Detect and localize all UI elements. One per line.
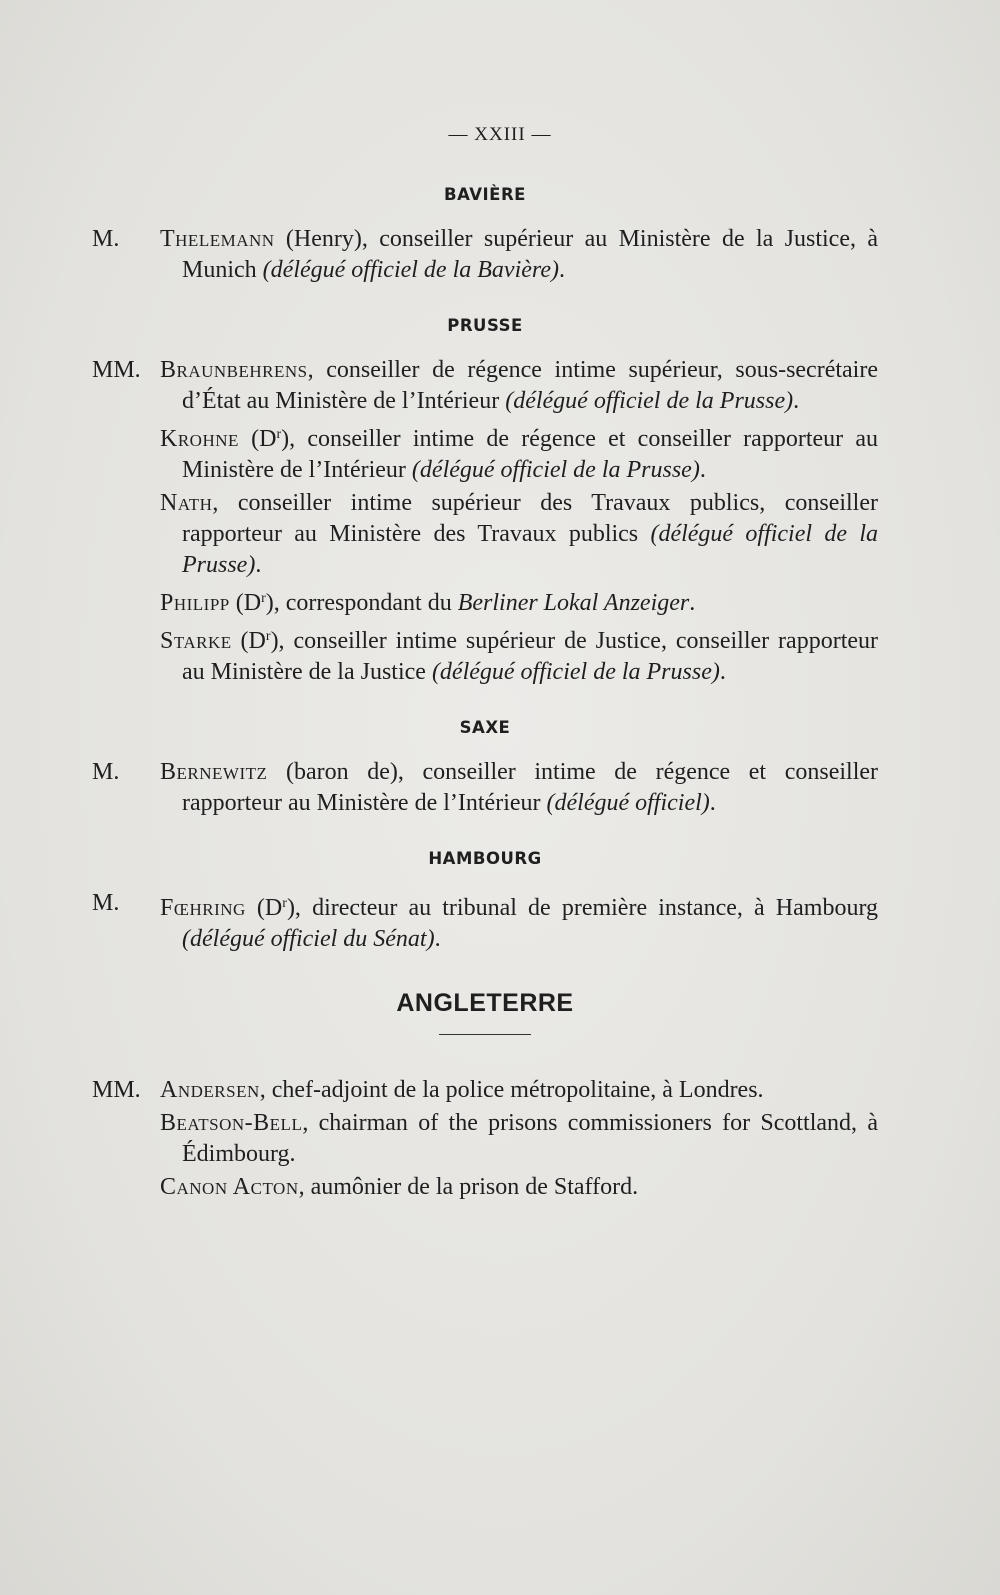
person-name: Philipp xyxy=(160,590,230,616)
person-title: (D xyxy=(245,895,283,921)
entry-text: ), correspondant du xyxy=(265,590,458,616)
country-heading: ANGLETERRE xyxy=(396,989,574,1017)
country-block-angleterre xyxy=(92,989,878,1203)
entry-text: , chairman of the prisons commissioners for Scottland, à Édimbourg. xyxy=(182,1110,878,1167)
person-title: (D xyxy=(231,628,266,654)
section-heading: SAXE xyxy=(459,718,511,737)
entry-tail: . xyxy=(558,257,565,283)
list-item xyxy=(92,1172,878,1203)
person-name: Canon Acton xyxy=(160,1174,299,1200)
list-item xyxy=(92,488,878,581)
list-item xyxy=(92,757,878,819)
entry-text: , conseiller de régence intime supérieur, sous-secrétaire d’État au Ministère de l’Intérieur xyxy=(182,357,878,414)
entry-prefix: MM. xyxy=(92,357,141,383)
entry-italic: (délégué officiel) xyxy=(546,790,710,816)
entry-prefix: MM. xyxy=(92,1077,141,1103)
entry-prefix: M. xyxy=(92,226,120,252)
section-heading: PRUSSE xyxy=(447,316,523,335)
entry-tail: . xyxy=(699,457,706,483)
person-name: Bernewitz xyxy=(160,759,268,785)
section-hambourg xyxy=(92,849,878,955)
entry-body xyxy=(160,1075,878,1106)
entry-tail: . xyxy=(689,590,696,616)
title-superscript: r xyxy=(282,896,287,911)
entry-body xyxy=(160,1172,878,1203)
entry-body xyxy=(160,224,878,286)
entry-body xyxy=(160,888,878,955)
entry-body xyxy=(160,583,878,619)
entry-body xyxy=(160,757,878,819)
section-saxe xyxy=(92,718,878,819)
section-prusse xyxy=(92,316,878,688)
list-item xyxy=(92,621,878,688)
person-name: Nath xyxy=(160,490,213,516)
entry-tail: . xyxy=(255,552,262,578)
entry-italic: (délégué officiel du Sénat) xyxy=(182,926,435,952)
entry-prefix: M. xyxy=(92,890,120,916)
list-item xyxy=(92,583,878,619)
entry-body xyxy=(160,1108,878,1170)
section-heading: HAMBOURG xyxy=(428,849,542,868)
entry-italic: (délégué officiel de la Prusse) xyxy=(411,457,700,483)
person-name: Starke xyxy=(160,628,232,654)
entry-body xyxy=(160,355,878,417)
person-name: Fœhring xyxy=(160,895,246,921)
list-item xyxy=(92,224,878,286)
list-item xyxy=(92,355,878,417)
heading-divider xyxy=(439,1034,531,1035)
person-name: Andersen xyxy=(160,1077,260,1103)
entry-text: (Henry), conseiller supérieur au Ministère de la Justice, à Munich xyxy=(182,226,878,283)
person-title: (D xyxy=(229,590,262,616)
entry-text: ), conseiller intime de régence et conseiller rapporteur au Ministère de l’Intérieur xyxy=(182,426,879,483)
entry-italic: (délégué officiel de la Bavière) xyxy=(262,257,559,283)
title-superscript: r xyxy=(261,591,266,606)
title-superscript: r xyxy=(276,427,282,442)
list-item xyxy=(92,419,878,486)
list-item xyxy=(92,888,878,955)
entry-tail: . xyxy=(434,926,441,952)
entry-tail: . xyxy=(709,790,716,816)
person-name: Beatson-Bell xyxy=(160,1110,303,1136)
section-baviere xyxy=(92,185,878,286)
entry-body xyxy=(160,419,878,486)
title-superscript: r xyxy=(265,629,271,644)
entry-prefix: M. xyxy=(92,759,120,785)
entry-text: , chef-adjoint de la police métropolitaine, à Londres. xyxy=(259,1077,764,1103)
person-title: (D xyxy=(238,426,277,452)
section-heading: BAVIÈRE xyxy=(444,185,526,204)
entry-italic: Berliner Lokal Anzeiger xyxy=(457,590,690,616)
entry-italic: (délégué officiel de la Prusse) xyxy=(182,521,878,578)
entry-text: , aumônier de la prison de Stafford. xyxy=(298,1174,639,1200)
entry-text: , conseiller intime supérieur des Travaux publics, conseiller rapporteur au Ministère des Travaux publics xyxy=(182,490,878,547)
list-item xyxy=(92,1108,878,1170)
page-content xyxy=(92,185,878,1205)
person-name: Krohne xyxy=(160,426,239,452)
entry-text: ), directeur au tribunal de première instance, à Hambourg xyxy=(286,895,879,921)
entry-italic: (délégué officiel de la Prusse) xyxy=(431,659,720,685)
entry-tail: . xyxy=(793,388,800,414)
entry-text: (baron de), conseiller intime de régence et conseiller rapporteur au Ministère de l’Intérieur xyxy=(182,759,878,816)
entry-italic: (délégué officiel de la Prusse) xyxy=(505,388,794,414)
entry-tail: . xyxy=(719,659,726,685)
entry-text: ), conseiller intime supérieur de Justice, conseiller rapporteur au Ministère de la Justice xyxy=(182,628,878,685)
entry-body xyxy=(160,621,878,688)
list-item xyxy=(92,1075,878,1106)
person-name: Thelemann xyxy=(160,226,275,252)
entry-body xyxy=(160,488,878,581)
page-number: — XXIII — xyxy=(448,124,552,145)
person-name: Braunbehrens xyxy=(160,357,308,383)
